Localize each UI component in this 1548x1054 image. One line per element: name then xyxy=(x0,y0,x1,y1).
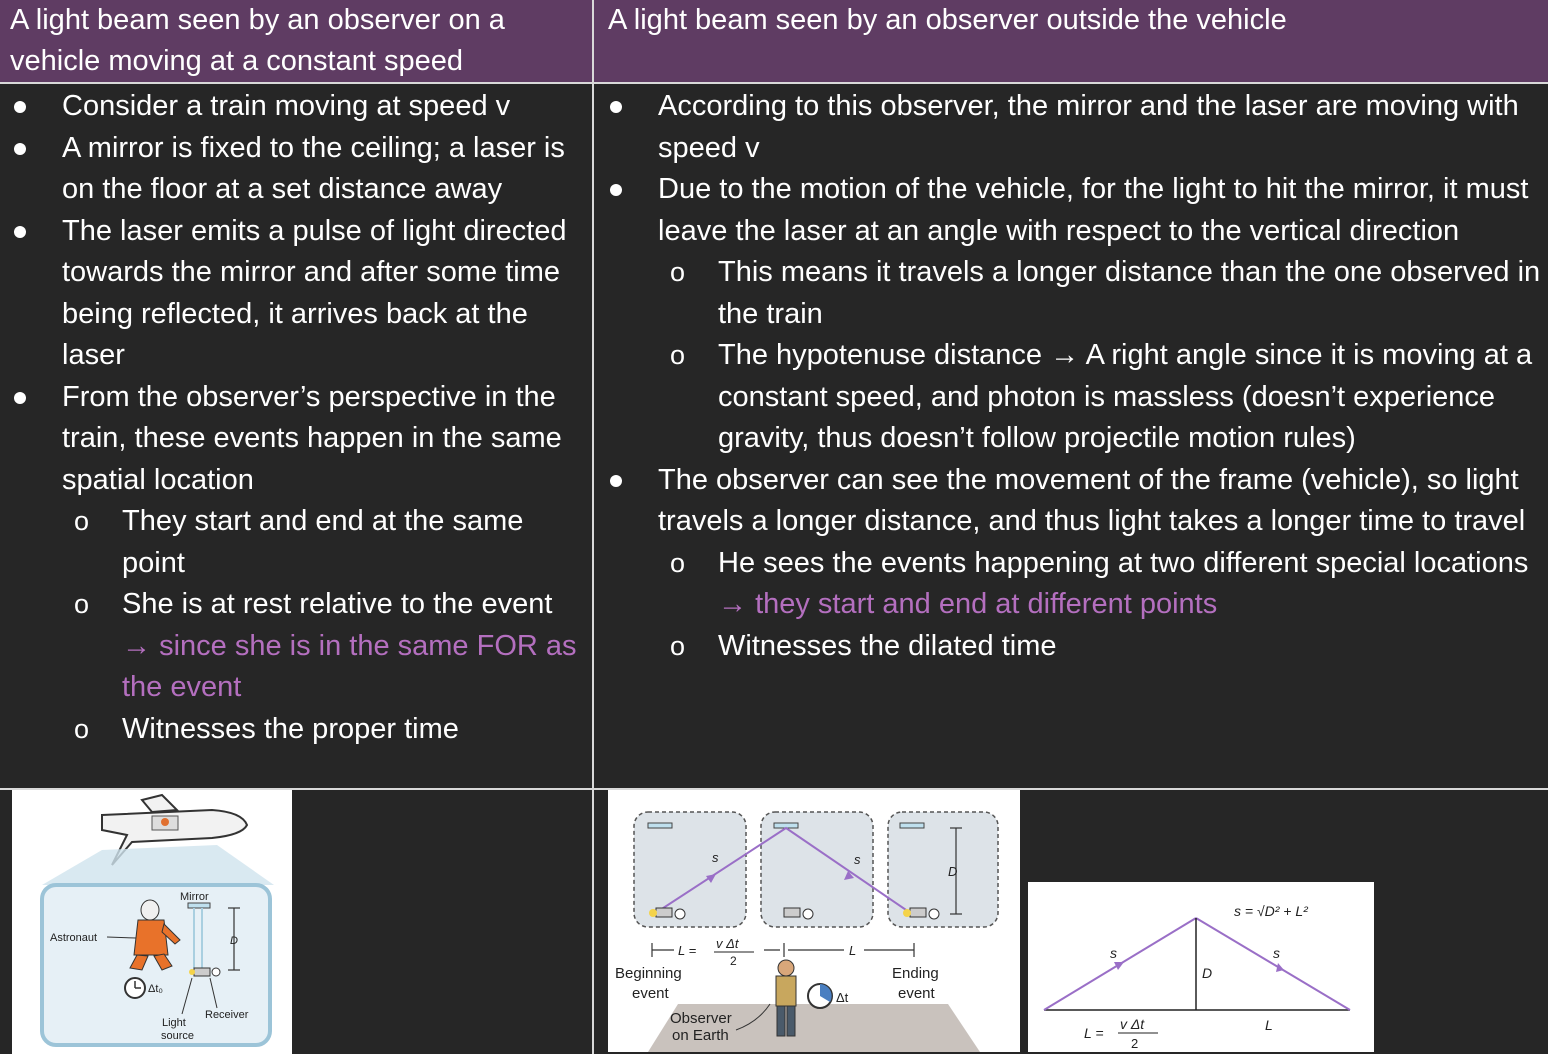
l-eq-label: L = xyxy=(1084,1025,1104,1041)
s-label-2: s xyxy=(854,852,861,867)
observer-label: Observer xyxy=(670,1010,732,1027)
header-right: A light beam seen by an observer outside the vehicle xyxy=(594,0,1548,82)
sub-bullet-item xyxy=(62,584,588,709)
grid-vertical-divider xyxy=(592,0,594,1054)
bullet-item xyxy=(0,377,588,751)
accent-text: they start and end at different points xyxy=(755,588,1218,620)
sub-bullet-item xyxy=(62,709,588,751)
sub-bullet-text: She is at rest relative to the event xyxy=(122,588,553,620)
sub-bullet-item xyxy=(658,252,1544,335)
bullet-text: According to this observer, the mirror and the laser are moving with speed v xyxy=(658,90,1519,164)
sub-bullet-item xyxy=(658,543,1544,626)
l-label: L xyxy=(849,943,857,958)
ending-label: Ending xyxy=(892,965,939,982)
mirror-label: Mirror xyxy=(180,891,209,903)
l-eq-label: L = xyxy=(678,943,697,958)
arrow-icon: → xyxy=(122,629,151,662)
accent-text: since she is in the same FOR as the event xyxy=(122,629,577,703)
sub-bullet-text: Witnesses the proper time xyxy=(122,712,459,745)
s-label-1: s xyxy=(712,850,719,865)
source-label: source xyxy=(161,1030,195,1042)
s-label-2: s xyxy=(1273,945,1280,961)
sub-bullet-text: They start and end at the same point xyxy=(122,505,524,579)
clock-icon xyxy=(808,984,832,1008)
arrow-icon: → xyxy=(718,588,747,620)
sub-bullet-text: This means it travels a longer distance than the one observed in the train xyxy=(718,256,1541,330)
right-column xyxy=(596,86,1544,667)
ending-event-label: event xyxy=(898,985,935,1002)
s-label-1: s xyxy=(1110,945,1117,961)
formula-label: s = √D² + L² xyxy=(1234,903,1308,919)
bullet-text: The observer can see the movement of the frame (vehicle), so light travels a longer distance, and thus light takes a longer time to travel xyxy=(658,463,1526,537)
left-column xyxy=(0,86,588,750)
bullet-item xyxy=(596,460,1544,668)
d-label: D xyxy=(1202,965,1213,981)
two-label: 2 xyxy=(730,954,737,968)
bullet-item xyxy=(596,86,1544,169)
astronaut-label: Astronaut xyxy=(50,932,98,944)
beginning-label: Beginning xyxy=(615,965,682,982)
d-label: D xyxy=(948,864,958,879)
on-earth-label: on Earth xyxy=(672,1027,729,1044)
bullet-text: A mirror is fixed to the ceiling; a laser is on the floor at a set distance away xyxy=(62,131,565,205)
bullet-item xyxy=(0,211,588,377)
bullet-item xyxy=(596,169,1544,460)
two-label: 2 xyxy=(1131,1036,1139,1051)
bullet-item xyxy=(0,128,588,211)
sub-bullet-text: He sees the events happening at two different special locations xyxy=(718,546,1529,579)
beginning-event-label: event xyxy=(632,985,669,1002)
dt0-label: Δt₀ xyxy=(148,983,163,995)
bullet-text: The laser emits a pulse of light directed towards the mirror and after some time being reflected, it arrives back at the laser xyxy=(62,214,567,371)
header-left: A light beam seen by an observer on a vehicle moving at a constant speed xyxy=(0,0,592,82)
vdt-label: v Δt xyxy=(1120,1016,1145,1032)
sub-bullet-item xyxy=(658,626,1544,668)
light-label: Light xyxy=(162,1017,186,1029)
receiver-label: Receiver xyxy=(205,1009,249,1021)
bullet-text: Due to the motion of the vehicle, for the light to hit the mirror, it must leave the laser at an angle with respect to the vertical direction xyxy=(658,173,1529,247)
figure-triangle xyxy=(1028,882,1374,1052)
figure-astronaut xyxy=(12,790,292,1054)
dt-label: Δt xyxy=(836,990,849,1005)
figure-earth-observer xyxy=(608,790,1020,1052)
d-label: D xyxy=(230,935,238,947)
vdt-label: v Δt xyxy=(716,936,739,951)
grid-header-divider xyxy=(0,82,1548,84)
l-label: L xyxy=(1265,1017,1273,1033)
bullet-item xyxy=(0,86,588,128)
sub-bullet-item xyxy=(62,501,588,584)
sub-bullet-item xyxy=(658,335,1544,460)
sub-bullet-text: Witnesses the dilated time xyxy=(718,629,1057,662)
bullet-text: Consider a train moving at speed v xyxy=(62,90,511,122)
sub-bullet-text: The hypotenuse distance → A right angle since it is moving at a constant speed, and photon is massless (doesn’t experience gravity, thus doesn’t follow projectile motion rules) xyxy=(718,339,1533,454)
bullet-text: From the observer’s perspective in the train, these events happen in the same spatial location xyxy=(62,380,562,496)
clock-icon xyxy=(125,978,145,998)
